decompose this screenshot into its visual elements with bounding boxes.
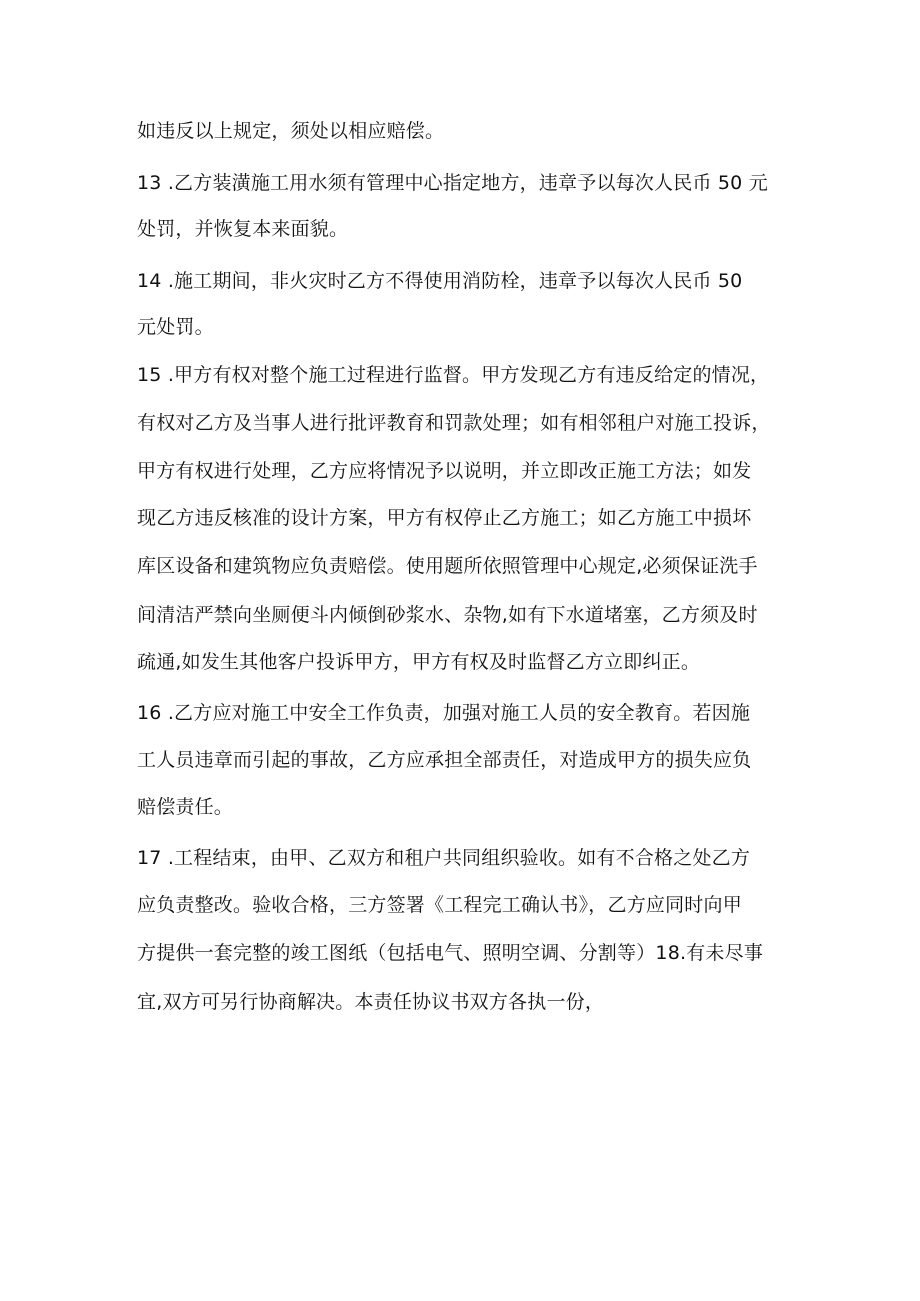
text-line: 应负责整改。验收合格，三方签署《工程完工确认书》，乙方应同时向甲 <box>137 894 742 916</box>
text-line: 赔偿责任。 <box>137 796 234 818</box>
text-line: 14 .施工期间，非火灾时乙方不得使用消防栓，违章予以每次人民币 50 <box>137 270 743 292</box>
text-line: 现乙方违反核准的设计方案，甲方有权停止乙方施工；如乙方施工中损坏 <box>137 507 752 529</box>
text-line: 元处罚。 <box>137 316 214 338</box>
text-line: 如违反以上规定，须处以相应赔偿。 <box>137 120 445 142</box>
text-line: 疏通,如发生其他客户投诉甲方，甲方有权及时监督乙方立即纠正。 <box>137 651 701 673</box>
text-line: 库区设备和建筑物应负责赔偿。使用题所依照管理中心规定,必须保证洗手 <box>137 555 758 577</box>
text-line: 有权对乙方及当事人进行批评教育和罚款处理；如有相邻租户对施工投诉， <box>137 412 771 434</box>
text-line: 15 .甲方有权对整个施工过程进行监督。甲方发现乙方有违反给定的情况， <box>137 364 770 386</box>
text-line: 16 .乙方应对施工中安全工作负责，加强对施工人员的安全教育。若因施 <box>137 702 751 724</box>
text-line: 宜,双方可另行协商解决。本责任协议书双方各执一份， <box>137 991 605 1013</box>
text-line: 方提供一套完整的竣工图纸（包括电气、照明空调、分割等）18.有未尽事 <box>137 942 764 964</box>
text-line: 17 .工程结束，由甲、乙双方和租户共同组织验收。如有不合格之处乙方 <box>137 847 751 869</box>
text-line: 处罚，并恢复本来面貌。 <box>137 218 349 240</box>
text-line: 间清洁严禁向坐厕便斗内倾倒砂浆水、杂物,如有下水道堵塞，乙方须及时 <box>137 604 758 626</box>
text-line: 13 .乙方装潢施工用水须有管理中心指定地方，违章予以每次人民币 50 元 <box>137 172 768 194</box>
text-line: 甲方有权进行处理，乙方应将情况予以说明，并立即改正施工方法；如发 <box>137 460 752 482</box>
text-line: 工人员违章而引起的事故，乙方应承担全部责任，对造成甲方的损失应负 <box>137 749 752 771</box>
